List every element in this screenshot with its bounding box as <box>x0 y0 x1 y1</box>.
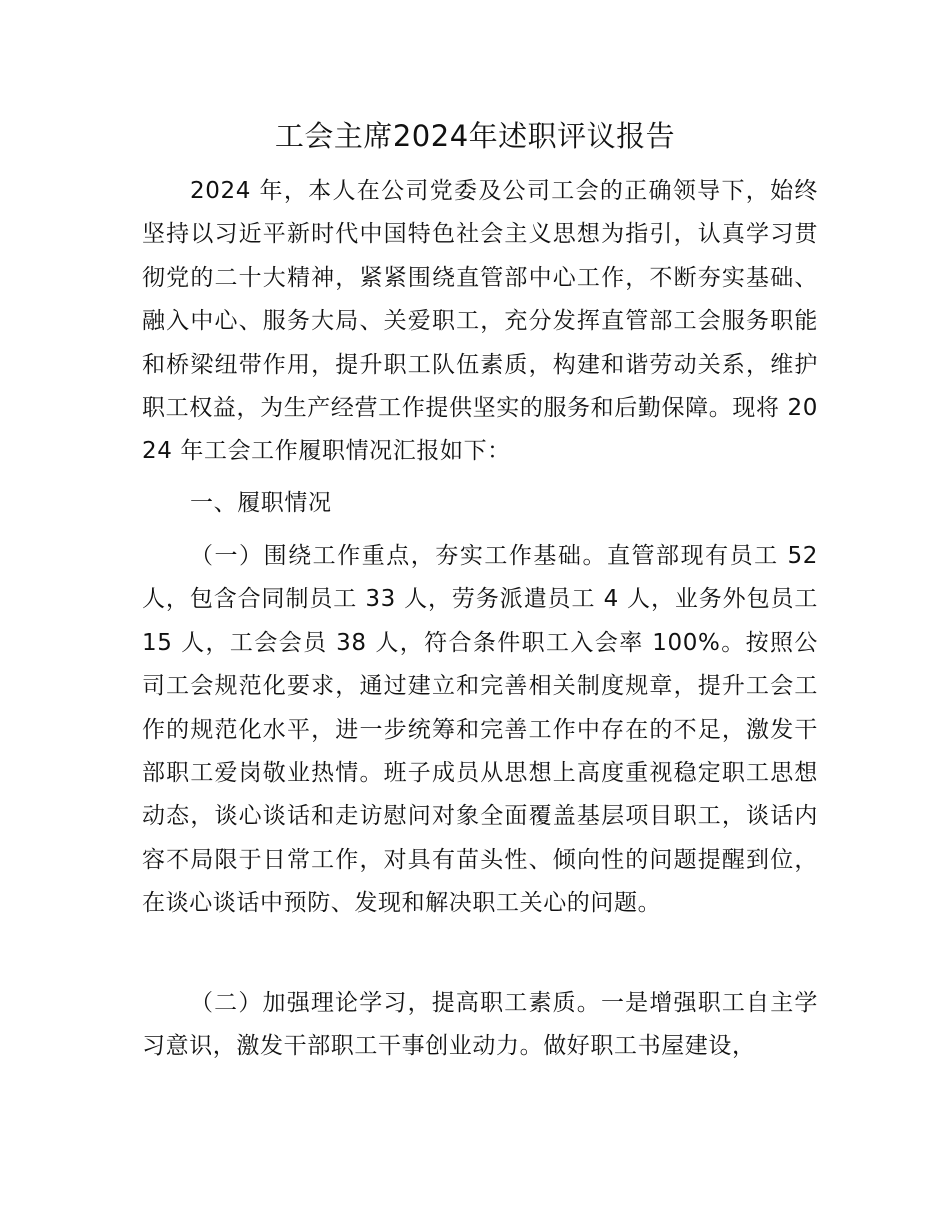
section-heading: 一、履职情况 <box>190 490 332 516</box>
item-one-paragraph: （一）围绕工作重点，夯实工作基础。直管部现有员工 52 人，包含合同制员工 33 人，劳务派遣员工 4 人，业务外包员工 15 人，工会会员 38 人，符合条件职工入会率 100%。按照公司工会规范化要求，通过建立和完善相关制度规章，提升工会工作的规范化水平，进一步统筹和完善工作中存在的不足，激发干部职工爱岗敬业热情。班子成员从思想上高度重视稳定职工思想动态，谈心谈话和走访慰问对象全面覆盖基层项目职工，谈话内容不局限于日常工作，对具有苗头性、倾向性的问题提醒到位，在谈心谈话中预防、发现和解决职工关心的问题。 <box>142 543 818 917</box>
item-two-paragraph: （二）加强理论学习，提高职工素质。一是增强职工自主学习意识，激发干部职工干事创业动力。做好职工书屋建设， <box>142 990 818 1060</box>
intro-paragraph: 2024 年，本人在公司党委及公司工会的正确领导下，始终坚持以习近平新时代中国特色社会主义思想为指引，认真学习贯彻党的二十大精神，紧紧围绕直管部中心工作，不断夯实基础、融入中心、服务大局、关爱职工，充分发挥直管部工会服务职能和桥梁纽带作用，提升职工队伍素质，构建和谐劳动关系，维护职工权益，为生产经营工作提供坚实的服务和后勤保障。现将 2024 年工会工作履职情况汇报如下： <box>142 178 818 465</box>
document-title: 工会主席2024年述职评议报告 <box>274 119 676 153</box>
